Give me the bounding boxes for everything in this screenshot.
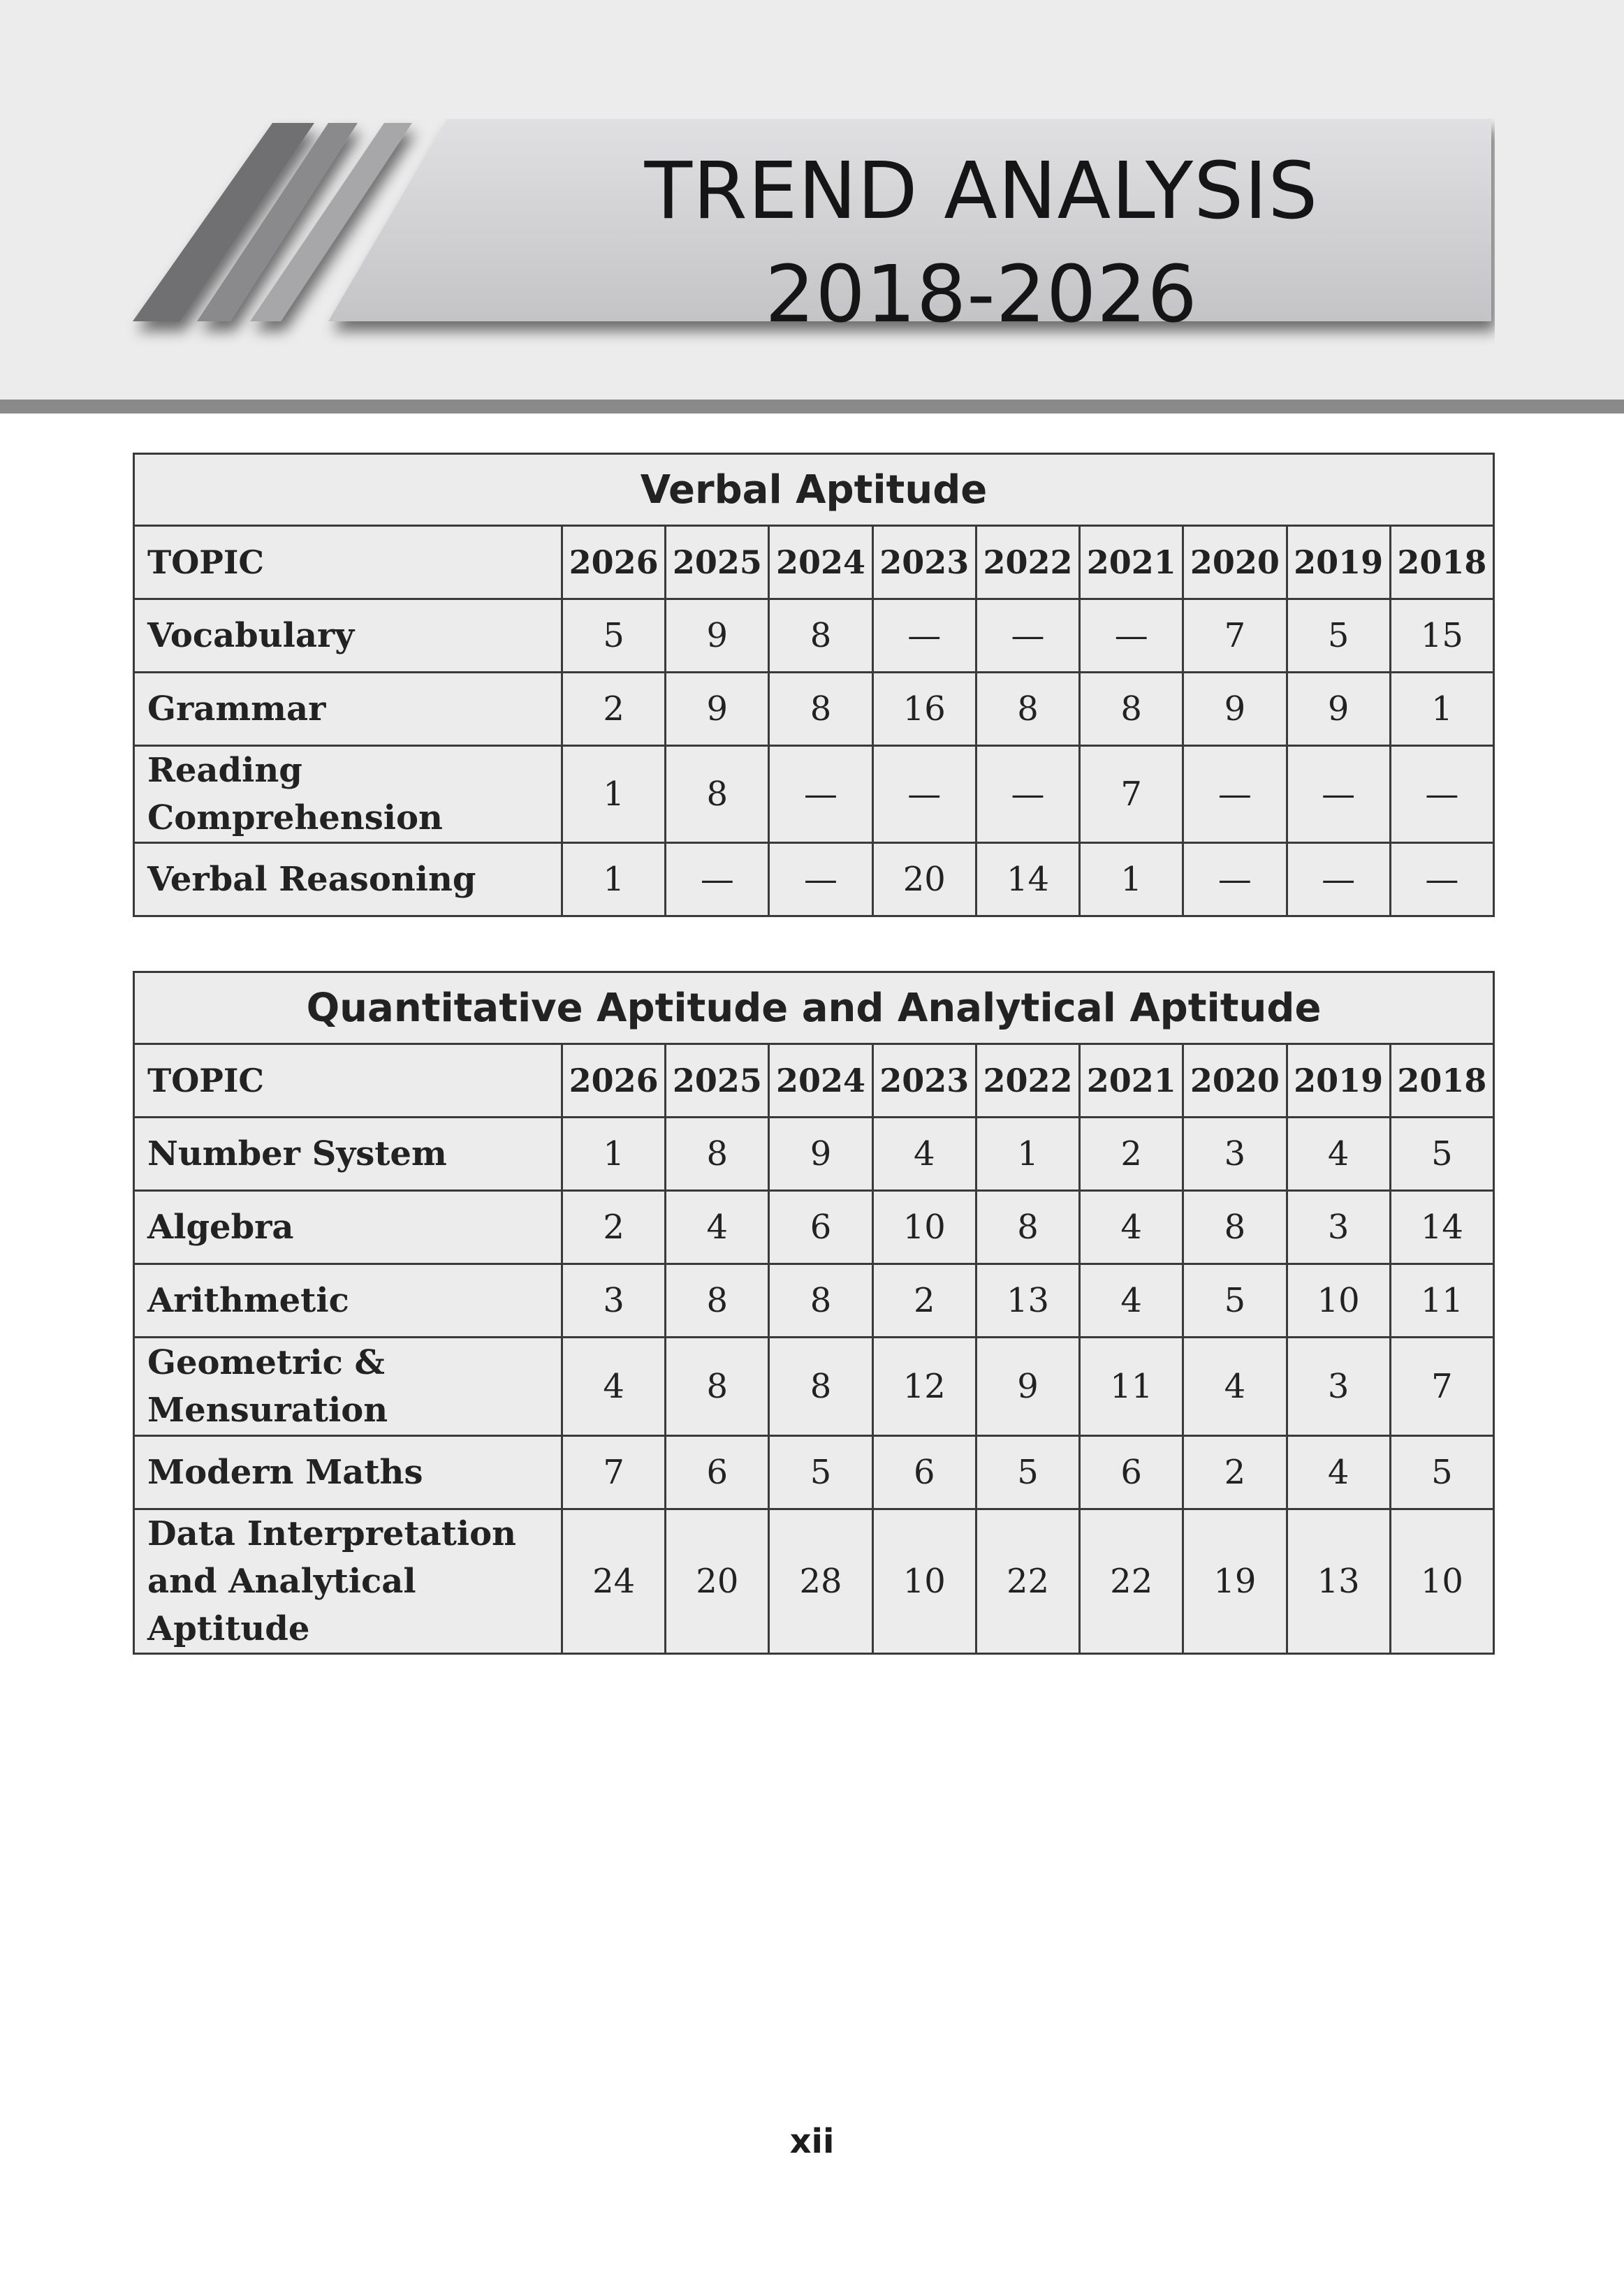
value-cell: — [1183,843,1287,916]
value-cell: 4 [562,1338,666,1436]
topic-cell: Arithmetic [134,1264,562,1338]
value-cell: 5 [769,1436,872,1509]
table-header-row [134,526,1494,599]
value-cell: 13 [1287,1509,1390,1654]
value-cell: 4 [1287,1118,1390,1191]
value-cell: 4 [872,1118,976,1191]
value-cell: 8 [666,1118,769,1191]
value-cell: — [1390,746,1493,843]
value-cell: 22 [976,1509,1079,1654]
value-cell: 4 [666,1191,769,1264]
value-cell: 8 [769,673,872,746]
value-cell: — [872,746,976,843]
value-cell: 4 [1287,1436,1390,1509]
year-column-header: 2020 [1183,526,1287,599]
page-number: xii [789,2122,835,2161]
value-cell: 11 [1390,1264,1493,1338]
value-cell: 10 [1287,1264,1390,1338]
year-column-header: 2021 [1080,1044,1183,1118]
year-column-header: 2025 [666,526,769,599]
value-cell: 2 [562,1191,666,1264]
value-cell: 9 [666,673,769,746]
value-cell: 9 [666,599,769,673]
value-cell: 6 [666,1436,769,1509]
table-row [134,1118,1494,1191]
value-cell: 4 [1080,1264,1183,1338]
table-row [134,1191,1494,1264]
value-cell: 3 [1287,1338,1390,1436]
value-cell: 10 [872,1509,976,1654]
value-cell: 6 [769,1191,872,1264]
value-cell: — [1287,843,1390,916]
table-caption: Verbal Aptitude [134,454,1494,526]
value-cell: 8 [666,1264,769,1338]
value-cell: 6 [872,1436,976,1509]
value-cell: 8 [1183,1191,1287,1264]
table-row [134,599,1494,673]
year-column-header: 2022 [976,526,1079,599]
value-cell: 7 [1390,1338,1493,1436]
value-cell: 11 [1080,1338,1183,1436]
table-row [134,1509,1494,1654]
value-cell: 5 [1287,599,1390,673]
value-cell: — [1287,746,1390,843]
value-cell: 9 [769,1118,872,1191]
value-cell: 22 [1080,1509,1183,1654]
value-cell: 24 [562,1509,666,1654]
value-cell: 14 [976,843,1079,916]
year-column-header: 2021 [1080,526,1183,599]
year-column-header: 2026 [562,1044,666,1118]
year-column-header: 2023 [872,526,976,599]
value-cell: 2 [1080,1118,1183,1191]
value-cell: 5 [976,1436,1079,1509]
value-cell: 3 [562,1264,666,1338]
quantitative-aptitude-table [133,971,1495,1655]
year-column-header: 2018 [1390,1044,1493,1118]
value-cell: 20 [872,843,976,916]
value-cell: 7 [562,1436,666,1509]
topic-cell: Algebra [134,1191,562,1264]
year-column-header: 2026 [562,526,666,599]
value-cell: 8 [1080,673,1183,746]
table-row [134,1338,1494,1436]
verbal-aptitude-table [133,453,1495,917]
year-column-header: 2018 [1390,526,1493,599]
value-cell: — [1390,843,1493,916]
value-cell: 2 [562,673,666,746]
value-cell: — [976,746,1079,843]
value-cell: 2 [1183,1436,1287,1509]
year-column-header: 2019 [1287,526,1390,599]
year-column-header: 2024 [769,1044,872,1118]
value-cell: 3 [1183,1118,1287,1191]
topic-cell: Reading Comprehension [134,746,562,843]
year-column-header: 2022 [976,1044,1079,1118]
value-cell: 9 [976,1338,1079,1436]
value-cell: 5 [1390,1436,1493,1509]
topic-cell: Number System [134,1118,562,1191]
page-title-line2: 2018-2026 [765,249,1198,340]
year-column-header: 2019 [1287,1044,1390,1118]
value-cell: 8 [976,673,1079,746]
value-cell: 8 [769,599,872,673]
value-cell: 15 [1390,599,1493,673]
value-cell: — [1183,746,1287,843]
year-column-header: 2024 [769,526,872,599]
value-cell: 8 [666,1338,769,1436]
title-banner [105,119,1495,356]
value-cell: — [769,843,872,916]
value-cell: — [666,843,769,916]
value-cell: 16 [872,673,976,746]
value-cell: 5 [562,599,666,673]
topic-column-header: TOPIC [134,1044,562,1118]
value-cell: — [976,599,1079,673]
value-cell: — [1080,599,1183,673]
table-row [134,843,1494,916]
value-cell: 7 [1183,599,1287,673]
value-cell: 8 [666,746,769,843]
value-cell: 13 [976,1264,1079,1338]
value-cell: 8 [976,1191,1079,1264]
value-cell: 20 [666,1509,769,1654]
topic-cell: Modern Maths [134,1436,562,1509]
value-cell: 12 [872,1338,976,1436]
value-cell: 19 [1183,1509,1287,1654]
value-cell: 3 [1287,1191,1390,1264]
topic-cell: Geometric & Mensuration [134,1338,562,1436]
value-cell: 6 [1080,1436,1183,1509]
value-cell: 28 [769,1509,872,1654]
year-column-header: 2025 [666,1044,769,1118]
value-cell: 7 [1080,746,1183,843]
table-row [134,1436,1494,1509]
topic-cell: Grammar [134,673,562,746]
table-row [134,746,1494,843]
value-cell: 5 [1183,1264,1287,1338]
value-cell: 1 [1390,673,1493,746]
value-cell: — [872,599,976,673]
value-cell: 1 [976,1118,1079,1191]
value-cell: 14 [1390,1191,1493,1264]
value-cell: 8 [769,1264,872,1338]
value-cell: 1 [562,843,666,916]
value-cell: 5 [1390,1118,1493,1191]
value-cell: 10 [872,1191,976,1264]
header-divider [0,400,1624,413]
year-column-header: 2020 [1183,1044,1287,1118]
topic-cell: Vocabulary [134,599,562,673]
value-cell: 9 [1183,673,1287,746]
value-cell: 10 [1390,1509,1493,1654]
year-column-header: 2023 [872,1044,976,1118]
topic-cell: Verbal Reasoning [134,843,562,916]
value-cell: 4 [1183,1338,1287,1436]
value-cell: 1 [1080,843,1183,916]
value-cell: 1 [562,746,666,843]
value-cell: 4 [1080,1191,1183,1264]
value-cell: — [769,746,872,843]
table-row [134,673,1494,746]
table-header-row [134,1044,1494,1118]
table-row [134,1264,1494,1338]
page-title [468,140,1495,346]
value-cell: 2 [872,1264,976,1338]
table-caption: Quantitative Aptitude and Analytical Aptitude [134,972,1494,1044]
value-cell: 9 [1287,673,1390,746]
topic-column-header: TOPIC [134,526,562,599]
value-cell: 1 [562,1118,666,1191]
topic-cell: Data Interpretation and Analytical Aptitude [134,1509,562,1654]
value-cell: 8 [769,1338,872,1436]
page-title-line1: TREND ANALYSIS [644,146,1319,237]
